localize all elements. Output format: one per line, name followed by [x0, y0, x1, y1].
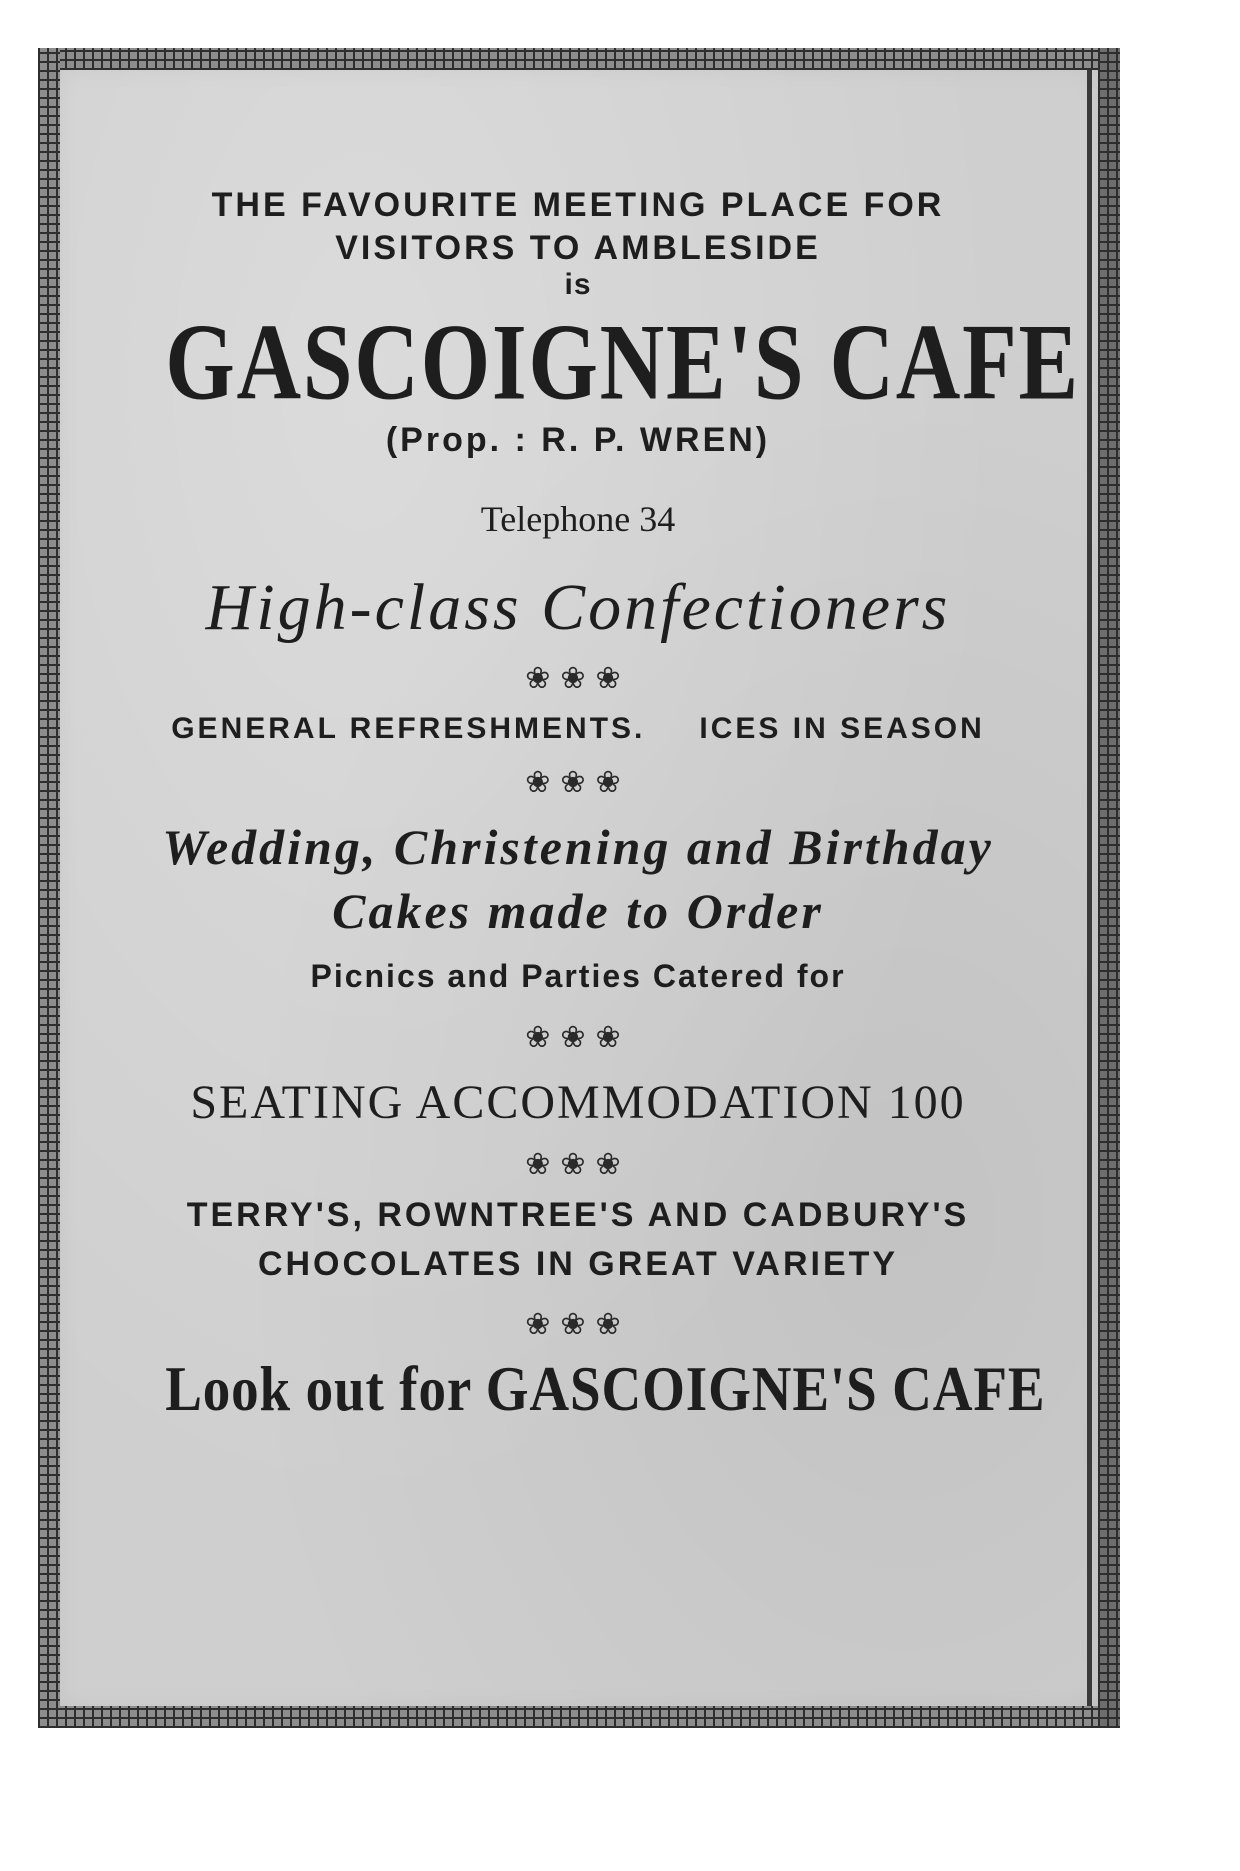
refreshments-text: GENERAL REFRESHMENTS. — [171, 712, 646, 746]
ornamental-border-left — [38, 48, 60, 1728]
is-word: is — [564, 268, 592, 301]
ornamental-border-top — [38, 48, 1120, 70]
ornamental-border-right — [1098, 48, 1120, 1728]
advert-content — [98, 70, 1080, 1706]
cakes-line-2: Cakes made to Order — [332, 883, 824, 940]
ornament-divider-icon: ❀❀❀ — [525, 1020, 631, 1056]
ornament-divider-icon: ❀❀❀ — [525, 765, 631, 801]
ornament-divider-icon: ❀❀❀ — [525, 1307, 631, 1343]
intro-line-2: VISITORS TO AMBLESIDE — [335, 229, 821, 267]
ornament-divider-icon: ❀❀❀ — [525, 661, 631, 697]
telephone-line: Telephone 34 — [480, 499, 676, 540]
closing-line: Look out for GASCOIGNE'S CAFE — [165, 1353, 1046, 1425]
intro-line-1: THE FAVOURITE MEETING PLACE FOR — [211, 186, 945, 224]
ices-text: ICES IN SEASON — [699, 712, 985, 746]
proprietor-line: (Prop. : R. P. WREN) — [385, 421, 771, 460]
cafe-name-heading: GASCOIGNE'S CAFE — [165, 302, 1080, 423]
ornament-divider-icon: ❀❀❀ — [525, 1147, 631, 1183]
chocolates-line-1: TERRY'S, ROWNTREE'S AND CADBURY'S — [186, 1196, 970, 1235]
tagline-confectioners: High-class Confectioners — [205, 571, 951, 645]
seating-line: SEATING ACCOMMODATION 100 — [190, 1076, 966, 1130]
newspaper-advert-clipping — [38, 48, 1120, 1728]
ornamental-border-bottom — [38, 1706, 1120, 1728]
border-rule-right — [1087, 70, 1092, 1706]
chocolates-line-2: CHOCOLATES IN GREAT VARIETY — [257, 1245, 899, 1284]
refreshments-line — [98, 712, 1058, 746]
cakes-line-1: Wedding, Christening and Birthday — [162, 819, 994, 876]
picnics-line: Picnics and Parties Catered for — [310, 958, 846, 995]
